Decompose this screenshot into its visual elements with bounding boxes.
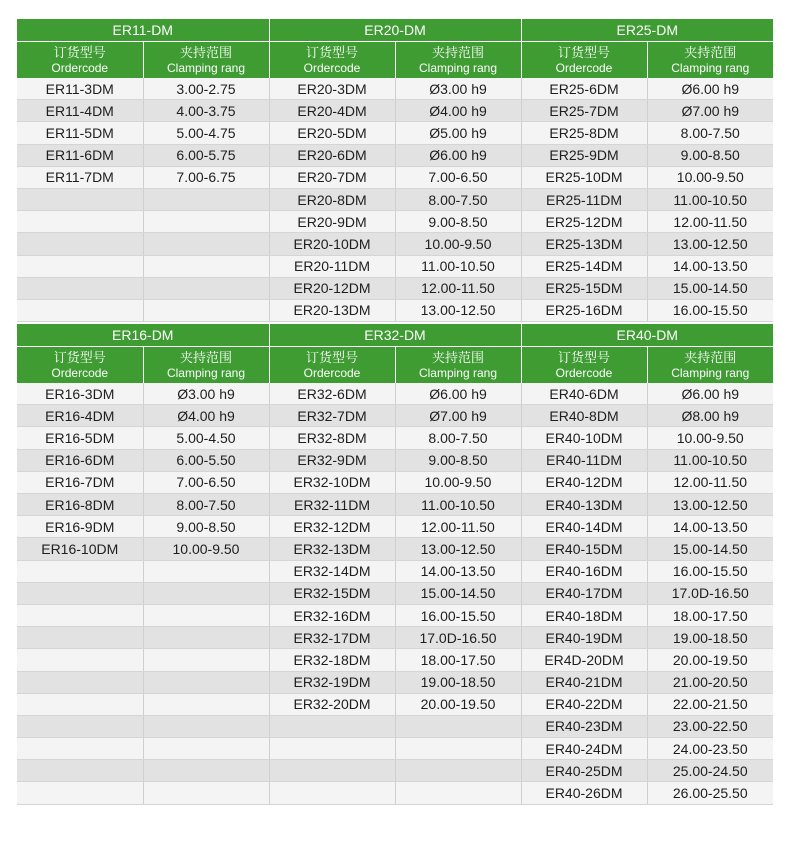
- ordercode-cell: ER40-23DM: [521, 715, 647, 737]
- table-row: [17, 516, 773, 538]
- collet-spec-sheet: [17, 19, 773, 805]
- ordercode-cell: [269, 782, 395, 804]
- clamping-range-cell: 10.00-9.50: [647, 427, 773, 449]
- ordercode-cell: [17, 693, 143, 715]
- ordercode-cell: ER32-13DM: [269, 538, 395, 560]
- table-row: [17, 383, 773, 405]
- clamping-range-cell: [143, 604, 269, 626]
- clamping-range-cell: 12.00-11.50: [395, 516, 521, 538]
- ordercode-header-en: Ordercode: [303, 60, 361, 75]
- clamping-range-cell: [143, 782, 269, 804]
- ordercode-cell: ER32-16DM: [269, 604, 395, 626]
- ordercode-cell: ER11-5DM: [17, 122, 143, 144]
- ordercode-cell: [269, 760, 395, 782]
- ordercode-cell: ER40-10DM: [521, 427, 647, 449]
- clamping-range-cell: 21.00-20.50: [647, 671, 773, 693]
- clamping-range-header-zh: 夹持范围: [432, 44, 485, 60]
- ordercode-cell: ER32-18DM: [269, 649, 395, 671]
- clamping-range-cell: 23.00-22.50: [647, 715, 773, 737]
- clamping-range-cell: [143, 693, 269, 715]
- clamping-range-cell: [395, 782, 521, 804]
- ordercode-cell: [17, 211, 143, 233]
- ordercode-cell: [17, 627, 143, 649]
- ordercode-cell: ER40-25DM: [521, 760, 647, 782]
- clamping-range-header-en: Clamping rang: [166, 365, 246, 380]
- clamping-range-cell: [143, 627, 269, 649]
- ordercode-cell: ER32-14DM: [269, 560, 395, 582]
- table-row: [17, 671, 773, 693]
- clamping-range-cell: [143, 277, 269, 299]
- table-row: [17, 166, 773, 188]
- ordercode-cell: ER32-6DM: [269, 383, 395, 405]
- clamping-range-cell: 11.00-10.50: [395, 255, 521, 277]
- ordercode-cell: ER16-5DM: [17, 427, 143, 449]
- clamping-range-cell: 9.00-8.50: [143, 516, 269, 538]
- ordercode-cell: ER25-6DM: [521, 78, 647, 100]
- clamping-range-cell: 13.00-12.50: [647, 233, 773, 255]
- ordercode-cell: ER40-11DM: [521, 449, 647, 471]
- ordercode-cell: ER25-16DM: [521, 299, 647, 321]
- ordercode-cell: ER32-7DM: [269, 405, 395, 427]
- group-title: ER16-DM: [17, 324, 269, 347]
- clamping-range-cell: 4.00-3.75: [143, 100, 269, 122]
- clamping-range-cell: [143, 738, 269, 760]
- ordercode-header: [17, 42, 143, 79]
- table-row: [17, 78, 773, 100]
- clamping-range-cell: 10.00-9.50: [143, 538, 269, 560]
- clamping-range-cell: 20.00-19.50: [395, 693, 521, 715]
- clamping-range-header-en: Clamping rang: [418, 60, 498, 75]
- clamping-range-cell: 19.00-18.50: [395, 671, 521, 693]
- clamping-range-cell: 24.00-23.50: [647, 738, 773, 760]
- clamping-range-cell: 16.00-15.50: [395, 604, 521, 626]
- clamping-range-cell: 12.00-11.50: [395, 277, 521, 299]
- table-row: [17, 627, 773, 649]
- table-row: [17, 122, 773, 144]
- ordercode-cell: ER20-11DM: [269, 255, 395, 277]
- clamping-range-cell: 9.00-8.50: [395, 211, 521, 233]
- table-row: [17, 782, 773, 804]
- clamping-range-cell: 10.00-9.50: [395, 471, 521, 493]
- clamping-range-cell: Ø7.00 h9: [647, 100, 773, 122]
- clamping-range-cell: [143, 255, 269, 277]
- clamping-range-cell: 8.00-7.50: [647, 122, 773, 144]
- clamping-range-cell: 15.00-14.50: [647, 538, 773, 560]
- ordercode-cell: [17, 277, 143, 299]
- ordercode-cell: ER4D-20DM: [521, 649, 647, 671]
- clamping-range-header: [395, 347, 521, 384]
- clamping-range-header-en: Clamping rang: [671, 60, 750, 75]
- ordercode-cell: ER40-24DM: [521, 738, 647, 760]
- clamping-range-cell: 8.00-7.50: [143, 494, 269, 516]
- ordercode-header-en: Ordercode: [555, 365, 613, 380]
- clamping-range-cell: 5.00-4.50: [143, 427, 269, 449]
- table-row: [17, 582, 773, 604]
- clamping-range-cell: 14.00-13.50: [395, 560, 521, 582]
- ordercode-cell: ER25-7DM: [521, 100, 647, 122]
- clamping-range-header-en: Clamping rang: [418, 365, 498, 380]
- clamping-range-cell: 10.00-9.50: [647, 166, 773, 188]
- clamping-range-cell: 8.00-7.50: [395, 427, 521, 449]
- clamping-range-cell: 26.00-25.50: [647, 782, 773, 804]
- clamping-range-cell: [143, 233, 269, 255]
- ordercode-header: [269, 42, 395, 79]
- clamping-range-cell: [143, 760, 269, 782]
- ordercode-cell: ER40-13DM: [521, 494, 647, 516]
- clamping-range-cell: [143, 560, 269, 582]
- clamping-range-header-zh: 夹持范围: [684, 44, 737, 60]
- ordercode-cell: ER25-15DM: [521, 277, 647, 299]
- ordercode-cell: ER32-17DM: [269, 627, 395, 649]
- clamping-range-header-zh: 夹持范围: [179, 349, 232, 365]
- clamping-range-cell: 15.00-14.50: [395, 582, 521, 604]
- ordercode-cell: ER32-20DM: [269, 693, 395, 715]
- ordercode-cell: ER32-15DM: [269, 582, 395, 604]
- ordercode-cell: ER40-15DM: [521, 538, 647, 560]
- ordercode-cell: [17, 233, 143, 255]
- clamping-range-cell: 15.00-14.50: [647, 277, 773, 299]
- clamping-range-cell: [143, 211, 269, 233]
- table-row: [17, 299, 773, 321]
- ordercode-cell: ER11-7DM: [17, 166, 143, 188]
- spec-block-bottom: [17, 324, 773, 805]
- clamping-range-cell: 13.00-12.50: [395, 538, 521, 560]
- clamping-range-cell: 7.00-6.75: [143, 166, 269, 188]
- clamping-range-cell: 9.00-8.50: [647, 144, 773, 166]
- ordercode-cell: ER16-3DM: [17, 383, 143, 405]
- spec-table-top: [17, 19, 773, 322]
- clamping-range-cell: 20.00-19.50: [647, 649, 773, 671]
- ordercode-cell: [17, 604, 143, 626]
- ordercode-header-zh: 订货型号: [53, 349, 106, 365]
- table-row: [17, 255, 773, 277]
- clamping-range-cell: 6.00-5.50: [143, 449, 269, 471]
- ordercode-header-zh: 订货型号: [305, 349, 358, 365]
- table-row: [17, 233, 773, 255]
- ordercode-cell: ER20-4DM: [269, 100, 395, 122]
- ordercode-cell: ER16-10DM: [17, 538, 143, 560]
- ordercode-cell: ER40-21DM: [521, 671, 647, 693]
- clamping-range-cell: 10.00-9.50: [395, 233, 521, 255]
- table-row: [17, 538, 773, 560]
- ordercode-header-en: Ordercode: [51, 365, 109, 380]
- spec-table-bottom: [17, 324, 773, 805]
- clamping-range-cell: 12.00-11.50: [647, 211, 773, 233]
- ordercode-cell: ER20-10DM: [269, 233, 395, 255]
- clamping-range-cell: 7.00-6.50: [395, 166, 521, 188]
- table-row: [17, 144, 773, 166]
- table-row: [17, 449, 773, 471]
- clamping-range-cell: 3.00-2.75: [143, 78, 269, 100]
- clamping-range-cell: 5.00-4.75: [143, 122, 269, 144]
- ordercode-cell: ER40-6DM: [521, 383, 647, 405]
- clamping-range-cell: Ø6.00 h9: [395, 144, 521, 166]
- table-row: [17, 427, 773, 449]
- clamping-range-cell: Ø5.00 h9: [395, 122, 521, 144]
- ordercode-cell: ER32-9DM: [269, 449, 395, 471]
- clamping-range-cell: 9.00-8.50: [395, 449, 521, 471]
- ordercode-cell: ER20-9DM: [269, 211, 395, 233]
- clamping-range-cell: [143, 671, 269, 693]
- clamping-range-cell: 16.00-15.50: [647, 560, 773, 582]
- table-row: [17, 604, 773, 626]
- ordercode-header: [269, 347, 395, 384]
- ordercode-cell: [17, 560, 143, 582]
- table-row: [17, 760, 773, 782]
- ordercode-cell: ER20-5DM: [269, 122, 395, 144]
- table-row: [17, 471, 773, 493]
- clamping-range-cell: Ø8.00 h9: [647, 405, 773, 427]
- ordercode-cell: [269, 715, 395, 737]
- ordercode-header-zh: 订货型号: [53, 44, 106, 60]
- clamping-range-cell: 13.00-12.50: [647, 494, 773, 516]
- clamping-range-cell: [395, 760, 521, 782]
- clamping-range-cell: 12.00-11.50: [647, 471, 773, 493]
- ordercode-cell: ER16-6DM: [17, 449, 143, 471]
- ordercode-cell: [17, 715, 143, 737]
- spec-block-top: [17, 19, 773, 322]
- ordercode-cell: ER25-12DM: [521, 211, 647, 233]
- ordercode-cell: [17, 255, 143, 277]
- ordercode-cell: ER40-8DM: [521, 405, 647, 427]
- clamping-range-cell: Ø6.00 h9: [647, 383, 773, 405]
- clamping-range-cell: 25.00-24.50: [647, 760, 773, 782]
- ordercode-cell: [269, 738, 395, 760]
- clamping-range-cell: Ø3.00 h9: [395, 78, 521, 100]
- clamping-range-cell: Ø6.00 h9: [647, 78, 773, 100]
- ordercode-header: [521, 42, 647, 79]
- clamping-range-cell: 11.00-10.50: [395, 494, 521, 516]
- ordercode-cell: [17, 738, 143, 760]
- ordercode-header: [17, 347, 143, 384]
- table-row: [17, 100, 773, 122]
- clamping-range-header: [647, 42, 773, 79]
- clamping-range-cell: 18.00-17.50: [395, 649, 521, 671]
- clamping-range-cell: 11.00-10.50: [647, 188, 773, 210]
- ordercode-header-en: Ordercode: [51, 60, 109, 75]
- ordercode-cell: ER40-19DM: [521, 627, 647, 649]
- clamping-range-header: [143, 42, 269, 79]
- table-row: [17, 715, 773, 737]
- ordercode-cell: ER16-4DM: [17, 405, 143, 427]
- ordercode-cell: ER40-17DM: [521, 582, 647, 604]
- ordercode-cell: ER11-3DM: [17, 78, 143, 100]
- ordercode-header-en: Ordercode: [303, 365, 361, 380]
- clamping-range-cell: [143, 582, 269, 604]
- table-row: [17, 560, 773, 582]
- clamping-range-cell: [143, 715, 269, 737]
- clamping-range-cell: 6.00-5.75: [143, 144, 269, 166]
- clamping-range-cell: 8.00-7.50: [395, 188, 521, 210]
- ordercode-cell: [17, 649, 143, 671]
- ordercode-cell: ER25-8DM: [521, 122, 647, 144]
- ordercode-cell: ER40-22DM: [521, 693, 647, 715]
- ordercode-cell: ER40-12DM: [521, 471, 647, 493]
- clamping-range-cell: 17.0D-16.50: [647, 582, 773, 604]
- ordercode-header-zh: 订货型号: [558, 44, 611, 60]
- ordercode-cell: ER20-6DM: [269, 144, 395, 166]
- ordercode-cell: ER16-8DM: [17, 494, 143, 516]
- ordercode-cell: ER20-13DM: [269, 299, 395, 321]
- ordercode-cell: ER40-14DM: [521, 516, 647, 538]
- ordercode-cell: ER25-11DM: [521, 188, 647, 210]
- table-row: [17, 277, 773, 299]
- table-row: [17, 738, 773, 760]
- ordercode-cell: ER32-19DM: [269, 671, 395, 693]
- ordercode-cell: ER40-16DM: [521, 560, 647, 582]
- table-row: [17, 188, 773, 210]
- ordercode-cell: [17, 582, 143, 604]
- clamping-range-header-zh: 夹持范围: [431, 349, 484, 365]
- group-title: ER40-DM: [521, 324, 773, 347]
- ordercode-cell: ER20-12DM: [269, 277, 395, 299]
- table-row: [17, 405, 773, 427]
- ordercode-cell: ER11-4DM: [17, 100, 143, 122]
- ordercode-cell: ER32-11DM: [269, 494, 395, 516]
- ordercode-cell: [17, 782, 143, 804]
- ordercode-header-zh: 订货型号: [557, 349, 610, 365]
- group-title: ER32-DM: [269, 324, 521, 347]
- ordercode-cell: ER20-8DM: [269, 188, 395, 210]
- ordercode-cell: ER25-9DM: [521, 144, 647, 166]
- ordercode-header-en: Ordercode: [555, 60, 613, 75]
- clamping-range-cell: 18.00-17.50: [647, 604, 773, 626]
- clamping-range-cell: [143, 649, 269, 671]
- clamping-range-cell: Ø4.00 h9: [395, 100, 521, 122]
- ordercode-cell: ER11-6DM: [17, 144, 143, 166]
- clamping-range-cell: [143, 188, 269, 210]
- ordercode-cell: ER16-7DM: [17, 471, 143, 493]
- clamping-range-cell: 22.00-21.50: [647, 693, 773, 715]
- clamping-range-cell: [143, 299, 269, 321]
- ordercode-cell: ER32-8DM: [269, 427, 395, 449]
- ordercode-cell: [17, 671, 143, 693]
- ordercode-cell: ER32-10DM: [269, 471, 395, 493]
- clamping-range-cell: 16.00-15.50: [647, 299, 773, 321]
- ordercode-header-zh: 订货型号: [306, 44, 359, 60]
- ordercode-cell: ER25-10DM: [521, 166, 647, 188]
- clamping-range-cell: Ø6.00 h9: [395, 383, 521, 405]
- ordercode-cell: ER25-14DM: [521, 255, 647, 277]
- ordercode-cell: ER32-12DM: [269, 516, 395, 538]
- table-row: [17, 494, 773, 516]
- clamping-range-cell: 13.00-12.50: [395, 299, 521, 321]
- clamping-range-cell: 17.0D-16.50: [395, 627, 521, 649]
- ordercode-header: [521, 347, 647, 384]
- table-row: [17, 211, 773, 233]
- clamping-range-cell: 7.00-6.50: [143, 471, 269, 493]
- ordercode-cell: ER16-9DM: [17, 516, 143, 538]
- group-title: ER20-DM: [269, 19, 521, 42]
- ordercode-cell: ER40-26DM: [521, 782, 647, 804]
- clamping-range-cell: Ø4.00 h9: [143, 405, 269, 427]
- ordercode-cell: ER20-7DM: [269, 166, 395, 188]
- clamping-range-cell: 19.00-18.50: [647, 627, 773, 649]
- clamping-range-cell: 14.00-13.50: [647, 516, 773, 538]
- clamping-range-header-zh: 夹持范围: [180, 44, 233, 60]
- clamping-range-cell: 11.00-10.50: [647, 449, 773, 471]
- table-row: [17, 693, 773, 715]
- clamping-range-header: [647, 347, 773, 384]
- clamping-range-header-en: Clamping rang: [671, 365, 750, 380]
- ordercode-cell: [17, 188, 143, 210]
- clamping-range-cell: Ø3.00 h9: [143, 383, 269, 405]
- group-title: ER11-DM: [17, 19, 269, 42]
- ordercode-cell: [17, 299, 143, 321]
- ordercode-cell: [17, 760, 143, 782]
- clamping-range-header: [395, 42, 521, 79]
- clamping-range-cell: [395, 715, 521, 737]
- clamping-range-cell: [395, 738, 521, 760]
- clamping-range-cell: 14.00-13.50: [647, 255, 773, 277]
- group-title: ER25-DM: [521, 19, 773, 42]
- table-row: [17, 649, 773, 671]
- clamping-range-cell: Ø7.00 h9: [395, 405, 521, 427]
- clamping-range-header: [143, 347, 269, 384]
- clamping-range-header-en: Clamping rang: [166, 60, 246, 75]
- ordercode-cell: ER20-3DM: [269, 78, 395, 100]
- ordercode-cell: ER25-13DM: [521, 233, 647, 255]
- ordercode-cell: ER40-18DM: [521, 604, 647, 626]
- clamping-range-header-zh: 夹持范围: [684, 349, 737, 365]
